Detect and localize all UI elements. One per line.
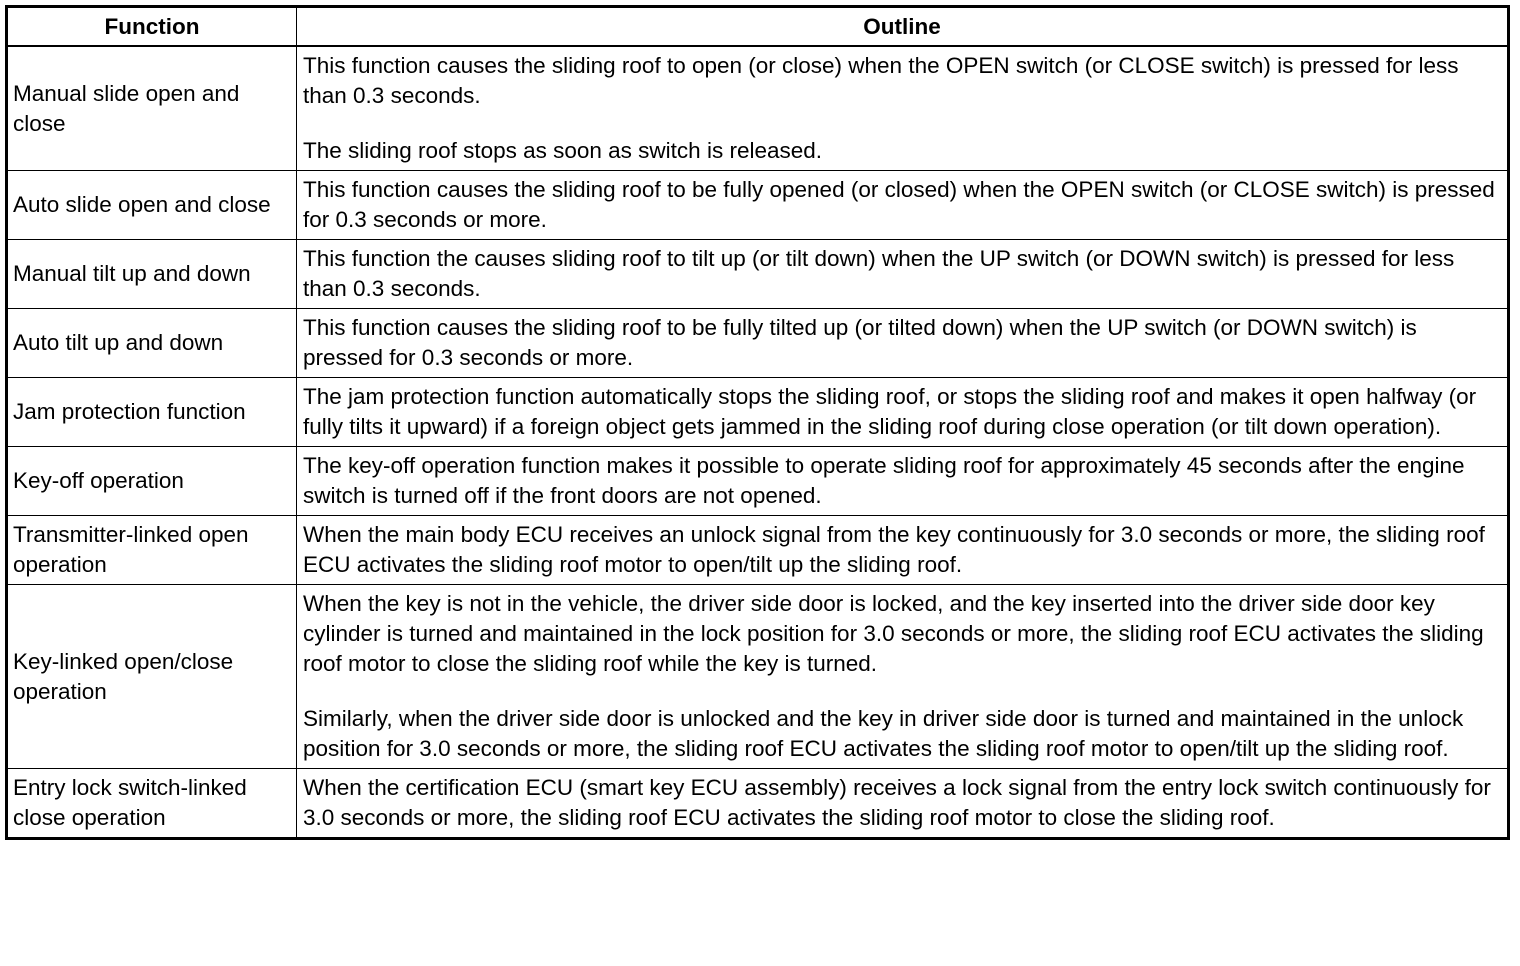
outline-cell [297, 769, 1509, 839]
function-outline-table [5, 5, 1510, 840]
outline-cell [297, 46, 1509, 171]
header-outline: Outline [297, 7, 1509, 47]
table-row [7, 378, 1509, 447]
outline-cell [297, 585, 1509, 769]
outline-cell [297, 447, 1509, 516]
outline-paragraph: When the key is not in the vehicle, the driver side door is locked, and the key inserted into the driver side door key cylinder is turned and maintained in the lock position for 3.0 seconds or more, the sliding roof ECU activates the sliding roof motor to close the sliding roof while the key is turned. [303, 591, 1484, 676]
outline-paragraph: The sliding roof stops as soon as switch is released. [303, 138, 823, 163]
function-cell: Auto tilt up and down [7, 309, 297, 378]
header-function: Function [7, 7, 297, 47]
table-row [7, 516, 1509, 585]
table-row [7, 769, 1509, 839]
function-cell: Manual tilt up and down [7, 240, 297, 309]
outline-paragraph: This function causes the sliding roof to be fully opened (or closed) when the OPEN switch (or CLOSE switch) is pressed for 0.3 seconds or more. [303, 177, 1495, 232]
outline-paragraph: This function causes the sliding roof to open (or close) when the OPEN switch (or CLOSE switch) is pressed for less than 0.3 seconds. [303, 53, 1459, 108]
outline-paragraph: The key-off operation function makes it possible to operate sliding roof for approximately 45 seconds after the engine switch is turned off if the front doors are not opened. [303, 453, 1465, 508]
table-row [7, 585, 1509, 769]
table-row [7, 240, 1509, 309]
header-row [7, 7, 1509, 47]
function-cell: Key-linked open/close operation [7, 585, 297, 769]
table-row [7, 46, 1509, 171]
outline-paragraph: This function the causes sliding roof to tilt up (or tilt down) when the UP switch (or DOWN switch) is pressed for less than 0.3 seconds. [303, 246, 1455, 301]
outline-paragraph: Similarly, when the driver side door is unlocked and the key in driver side door is turned and maintained in the unlock position for 3.0 seconds or more, the sliding roof ECU activates the sliding roof motor to open/tilt up the sliding roof. [303, 706, 1464, 761]
outline-cell [297, 171, 1509, 240]
function-cell: Manual slide open and close [7, 46, 297, 171]
outline-cell [297, 309, 1509, 378]
table-row [7, 171, 1509, 240]
outline-cell [297, 516, 1509, 585]
function-cell: Jam protection function [7, 378, 297, 447]
outline-paragraph: The jam protection function automatically stops the sliding roof, or stops the sliding roof and makes it open halfway (or fully tilts it upward) if a foreign object gets jammed in the sliding roof during close operation (or tilt down operation). [303, 384, 1477, 439]
function-cell: Auto slide open and close [7, 171, 297, 240]
function-cell: Entry lock switch-linked close operation [7, 769, 297, 839]
table-row [7, 309, 1509, 378]
outline-paragraph: When the main body ECU receives an unlock signal from the key continuously for 3.0 seconds or more, the sliding roof ECU activates the sliding roof motor to open/tilt up the sliding roof. [303, 522, 1485, 577]
function-cell: Transmitter-linked open operation [7, 516, 297, 585]
table-row [7, 447, 1509, 516]
outline-paragraph: When the certification ECU (smart key ECU assembly) receives a lock signal from the entry lock switch continuously for 3.0 seconds or more, the sliding roof ECU activates the sliding roof motor to close the sliding roof. [303, 775, 1491, 830]
function-cell: Key-off operation [7, 447, 297, 516]
outline-cell [297, 378, 1509, 447]
outline-cell [297, 240, 1509, 309]
outline-paragraph: This function causes the sliding roof to be fully tilted up (or tilted down) when the UP switch (or DOWN switch) is pressed for 0.3 seconds or more. [303, 315, 1417, 370]
